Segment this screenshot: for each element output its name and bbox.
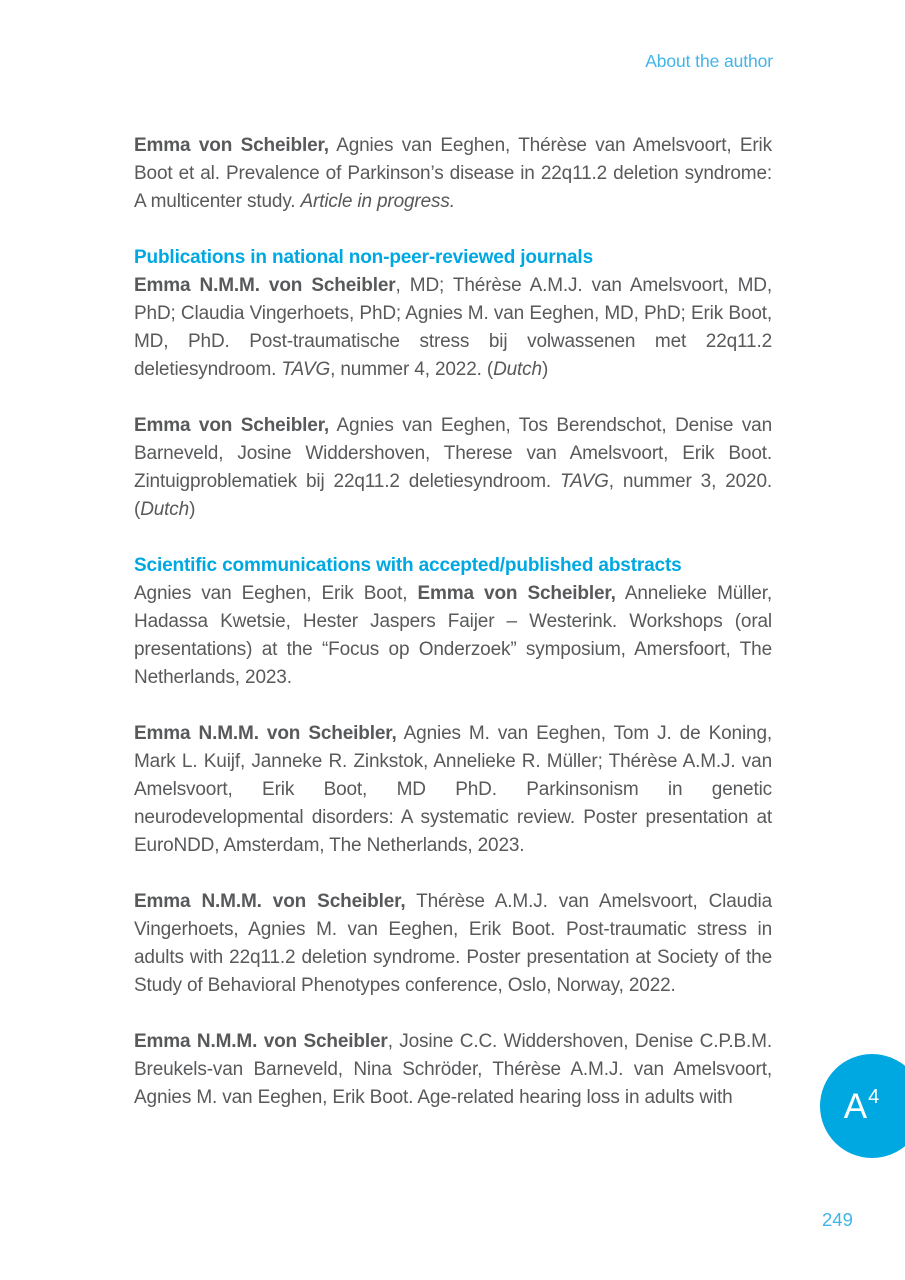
text-run: Agnies van Eeghen, Erik Boot,: [134, 583, 418, 604]
publication-paragraph: [134, 720, 772, 860]
italic-text: TAVG: [560, 471, 609, 492]
text-run: ): [541, 359, 549, 380]
author-name-bold: Emma von Scheibler,: [417, 583, 616, 604]
chapter-tab-letter: A: [843, 1086, 868, 1126]
publication-paragraph: [134, 1028, 772, 1112]
chapter-tab-badge: [820, 1054, 905, 1158]
text-run: Agnies van Eeghen, Tos Berendschot, Denise van Barneveld, Josine Widdershoven, Therese van Amelsvoort, Erik Boot. Zintuigproblematiek bij 22q11.2 deletiesyndroom.: [134, 415, 772, 492]
author-name-bold: Emma von Scheibler,: [134, 415, 330, 436]
text-run: Thérèse A.M.J. van Amelsvoort, Claudia Vingerhoets, Agnies M. van Eeghen, Erik Boot. Post-traumatic stress in adults with 22q11.2 deletion syndrome. Poster presentation at Society of the Study of Behavioral Phenotypes conference, Oslo, Norway, 2022.: [134, 891, 772, 996]
publication-paragraph: [134, 272, 772, 384]
author-name-bold: Emma von Scheibler,: [134, 135, 329, 156]
publication-paragraph: [134, 132, 772, 216]
author-name-bold: Emma N.M.M. von Scheibler: [134, 275, 396, 296]
author-name-bold: Emma N.M.M. von Scheibler,: [134, 891, 406, 912]
publications-content: [134, 132, 772, 1112]
italic-text: Dutch: [140, 499, 190, 520]
text-run: Annelieke Müller, Hadassa Kwetsie, Hester Jaspers Faijer – Westerink. Workshops (oral presentations) at the “Focus op Onderzoek” symposium, Amersfoort, The Netherlands, 2023.: [134, 583, 772, 688]
author-name-bold: Emma N.M.M. von Scheibler: [134, 1031, 388, 1052]
italic-text: TAVG: [281, 359, 331, 380]
chapter-tab-superscript: 4: [868, 1086, 880, 1108]
text-run: , MD; Thérèse A.M.J. van Amelsvoort, MD, PhD; Claudia Vingerhoets, PhD; Agnies M. van Eeghen, MD, PhD; Erik Boot, MD, PhD. Post-traumatische stress bij volwassenen met 22q11.2 deletiesyndroom.: [134, 275, 772, 380]
text-run: , nummer 4, 2022. (: [330, 359, 494, 380]
text-run: Agnies M. van Eeghen, Tom J. de Koning, Mark L. Kuijf, Janneke R. Zinkstok, Annelieke R. Müller; Thérèse A.M.J. van Amelsvoort, Erik Boot, MD PhD. Parkinsonism in genetic neurodevelopmental disorders: A systematic review. Poster presentation at EuroNDD, Amsterdam, The Netherlands, 2023.: [134, 723, 772, 856]
text-run: Agnies van Eeghen, Thérèse van Amelsvoort, Erik Boot et al. Prevalence of Parkinson’s disease in 22q11.2 deletion syndrome: A multicenter study.: [134, 135, 772, 212]
page-number: 249: [822, 1209, 853, 1230]
italic-text: Dutch: [493, 359, 542, 380]
publication-paragraph: [134, 412, 772, 524]
author-name-bold: Emma N.M.M. von Scheibler,: [134, 723, 397, 744]
running-header: About the author: [645, 51, 773, 71]
italic-text: Article in progress.: [300, 191, 455, 212]
section-heading-scientific-communications: Scientific communications with accepted/published abstracts: [134, 555, 682, 576]
text-run: ): [189, 499, 196, 520]
text-run: , nummer 3, 2020. (: [134, 471, 772, 520]
publication-paragraph: [134, 580, 772, 692]
publication-paragraph: [134, 888, 772, 1000]
text-run: , Josine C.C. Widdershoven, Denise C.P.B.M. Breukels-van Barneveld, Nina Schröder, Thérèse A.M.J. van Amelsvoort, Agnies M. van Eeghen, Erik Boot. Age-related hearing loss in adults with: [134, 1031, 772, 1108]
section-heading-national-journals: Publications in national non-peer-reviewed journals: [134, 247, 593, 268]
